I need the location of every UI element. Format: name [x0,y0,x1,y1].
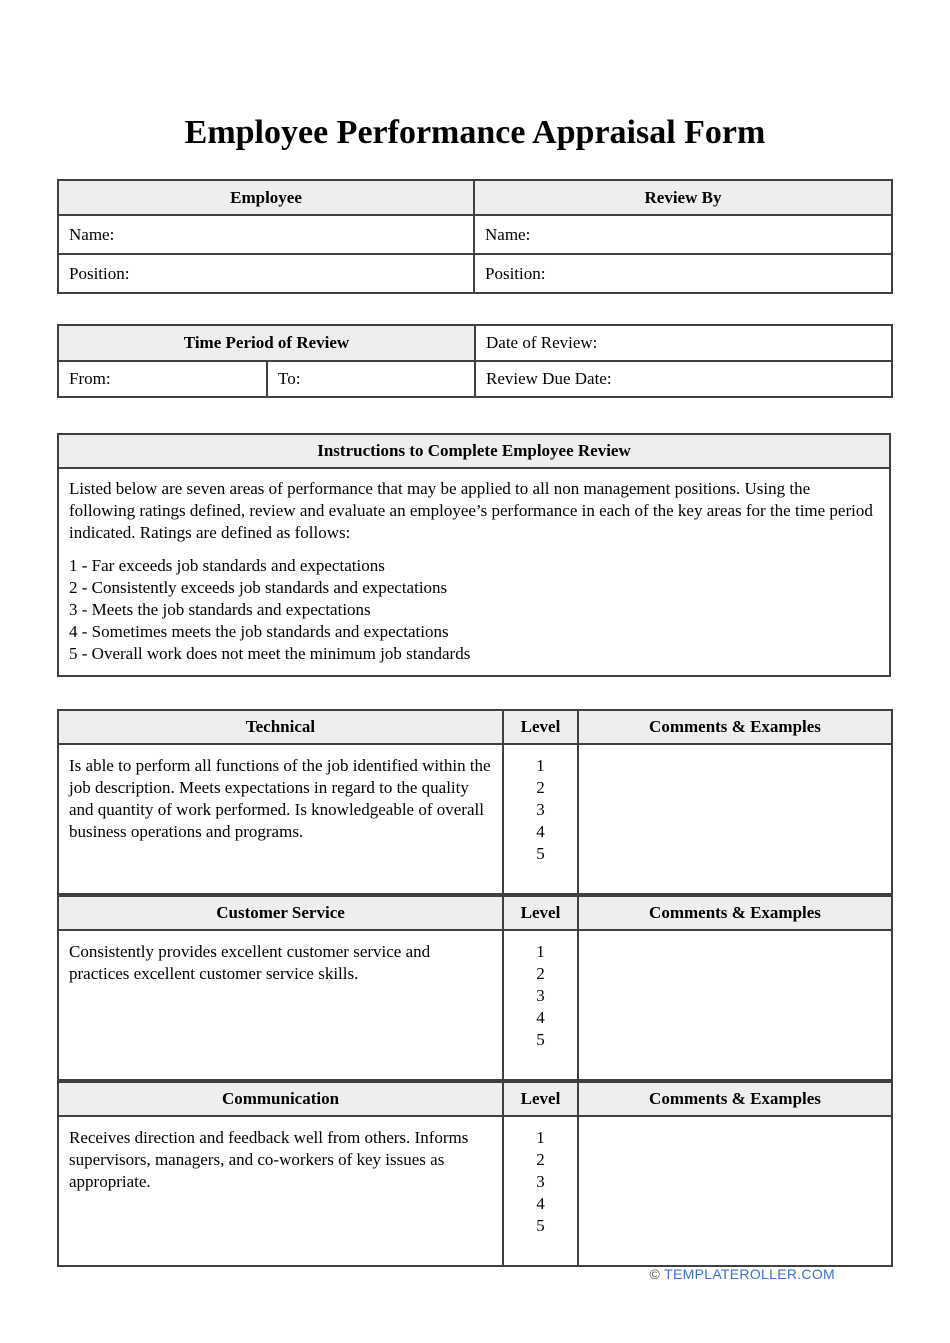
communication-comments-cell [578,1116,892,1266]
employee-column-header: Employee [58,180,474,215]
table-header-row [58,710,892,744]
level-option-5: 5 [536,1216,545,1235]
copyright-symbol: © [649,1266,661,1282]
level-option-1: 1 [536,756,545,775]
rating-definition-3: 3 - Meets the job standards and expectations [69,600,371,619]
level-column-header: Level [503,1082,578,1116]
to-field: To: [267,361,475,397]
employee-name-field: Name: [58,215,474,254]
footer [650,1266,835,1282]
communication-level-options [503,1116,578,1266]
review-due-date-field: Review Due Date: [475,361,892,397]
templateroller-link[interactable]: TEMPLATEROLLER.COM [664,1266,835,1282]
category-header-technical: Technical [58,710,503,744]
level-option-3: 3 [536,986,545,1005]
instructions-header: Instructions to Complete Employee Review [59,435,889,469]
technical-section-table [57,709,893,895]
table-row [58,361,892,397]
time-period-header: Time Period of Review [58,325,475,361]
level-option-1: 1 [536,1128,545,1147]
category-header-communication: Communication [58,1082,503,1116]
level-option-4: 4 [536,822,545,841]
page-title: Employee Performance Appraisal Form [184,114,766,151]
comments-column-header: Comments & Examples [578,1082,892,1116]
table-row [58,1116,892,1266]
level-option-5: 5 [536,1030,545,1049]
communication-section-table [57,1081,893,1267]
employee-reviewer-table [57,179,893,294]
reviewer-position-field: Position: [474,254,892,293]
level-column-header: Level [503,896,578,930]
instructions-body [59,469,889,675]
level-option-2: 2 [536,778,545,797]
communication-description: Receives direction and feedback well from others. Informs supervisors, managers, and co-workers of key issues as appropriate. [58,1116,503,1266]
customer-service-level-options [503,930,578,1080]
instructions-intro: Listed below are seven areas of performance that may be applied to all non management positions. Using the following ratings defined, review and evaluate an employee’s performance in each of the key areas for the time period indicated. Ratings are defined as follows: [69,479,873,542]
comments-column-header: Comments & Examples [578,896,892,930]
table-row [58,744,892,894]
level-option-1: 1 [536,942,545,961]
time-period-table [57,324,893,398]
table-header-row [58,325,892,361]
level-option-2: 2 [536,1150,545,1169]
level-option-3: 3 [536,1172,545,1191]
reviewer-name-field: Name: [474,215,892,254]
category-header-customer-service: Customer Service [58,896,503,930]
table-row [58,930,892,1080]
table-header-row [58,896,892,930]
technical-description: Is able to perform all functions of the job identified within the job description. Meets expectations in regard to the quality and quantity of work performed. Is knowledgeable of overall business operations and programs. [58,744,503,894]
customer-service-section-table [57,895,893,1081]
reviewer-column-header: Review By [474,180,892,215]
from-field: From: [58,361,267,397]
level-option-4: 4 [536,1194,545,1213]
rating-definition-2: 2 - Consistently exceeds job standards and expectations [69,578,448,597]
customer-service-comments-cell [578,930,892,1080]
comments-column-header: Comments & Examples [578,710,892,744]
customer-service-description: Consistently provides excellent customer service and practices excellent customer service skills. [58,930,503,1080]
table-row [58,215,892,254]
instructions-box [57,433,891,677]
date-of-review-field: Date of Review: [475,325,892,361]
level-option-3: 3 [536,800,545,819]
table-row [58,254,892,293]
rating-definition-1: 1 - Far exceeds job standards and expectations [69,556,385,575]
table-header-row [58,180,892,215]
level-column-header: Level [503,710,578,744]
technical-comments-cell [578,744,892,894]
rating-definition-5: 5 - Overall work does not meet the minimum job standards [69,644,471,663]
level-option-4: 4 [536,1008,545,1027]
level-option-2: 2 [536,964,545,983]
rating-definition-4: 4 - Sometimes meets the job standards and expectations [69,622,449,641]
table-header-row [58,1082,892,1116]
level-option-5: 5 [536,844,545,863]
employee-position-field: Position: [58,254,474,293]
technical-level-options [503,744,578,894]
